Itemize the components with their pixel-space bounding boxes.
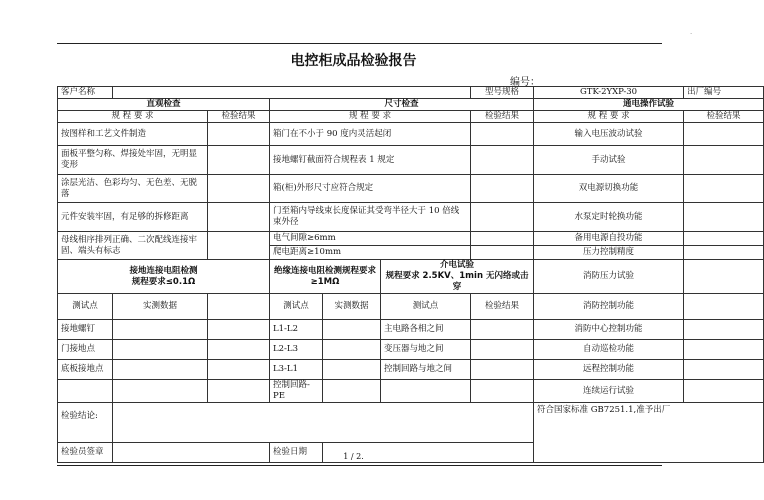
power-item: 输入电压波动试验 [534, 123, 684, 146]
inspector-label: 检验员签章 [58, 443, 113, 463]
size-item: 门至箱内导线束长度保证其受弯半径大于 10 倍线束外径 [270, 203, 471, 232]
insulation-point: L1-L2 [270, 320, 323, 340]
result-cell[interactable] [471, 246, 534, 260]
serial-number-label: 编号： [510, 77, 540, 88]
corner-mark: · [690, 30, 693, 38]
power-item: 连续运行试验 [534, 380, 684, 403]
power-item: 压力控制精度 [534, 246, 684, 260]
footer-rule [57, 465, 662, 466]
ground-point: 底板接地点 [58, 360, 113, 380]
result-cell[interactable] [684, 260, 764, 294]
power-section-title: 通电操作试验 [534, 99, 764, 111]
insulation-point: L2-L3 [270, 340, 323, 360]
conclusion-label: 检验结论: [58, 403, 113, 443]
table-row [58, 123, 764, 146]
table-row [58, 203, 764, 232]
result-cell[interactable] [208, 146, 270, 175]
measured-cell[interactable] [323, 380, 381, 403]
ground-test-title: 接地连接电阻检测 规程要求≤0.1Ω [58, 260, 270, 294]
factory-no-label: 出厂编号 [684, 87, 764, 99]
ground-point: 门接地点 [58, 340, 113, 360]
result-cell[interactable] [208, 232, 270, 260]
size-item: 箱门在不小于 90 度内灵活起闭 [270, 123, 471, 146]
ground-point: 接地螺钉 [58, 320, 113, 340]
result-cell[interactable] [471, 320, 534, 340]
result-cell[interactable] [684, 123, 764, 146]
size-result-header: 检验结果 [471, 111, 534, 123]
ground-measured-header: 实测数据 [113, 294, 208, 320]
result-cell[interactable] [684, 203, 764, 232]
insulation-measured-header: 实测数据 [323, 294, 381, 320]
result-cell[interactable] [684, 246, 764, 260]
inspection-date-label: 检验日期 [270, 443, 323, 463]
result-cell[interactable] [208, 175, 270, 203]
measured-cell[interactable] [323, 320, 381, 340]
section-header-row [58, 99, 764, 111]
measured-cell[interactable] [113, 340, 208, 360]
power-result-header: 检验结果 [684, 111, 764, 123]
dielectric-test-title: 介电试验 规程要求 2.5KV、1min 无闪络或击穿 [381, 260, 534, 294]
measured-cell[interactable] [323, 340, 381, 360]
visual-section-title: 直观检查 [58, 99, 270, 111]
conclusion-row [58, 403, 764, 443]
result-cell[interactable] [208, 203, 270, 232]
result-cell[interactable] [208, 123, 270, 146]
power-item: 消防中心控制功能 [534, 320, 684, 340]
insulation-point: L3-L1 [270, 360, 323, 380]
dielectric-result-header: 检验结果 [471, 294, 534, 320]
result-cell[interactable] [684, 175, 764, 203]
insulation-test-title: 绝缘连接电阻检测规程要求≥1MΩ [270, 260, 381, 294]
test-header-row [58, 260, 764, 294]
conclusion-field[interactable] [113, 403, 534, 443]
result-cell[interactable] [471, 175, 534, 203]
test-column-header-row [58, 294, 764, 320]
table-row [58, 360, 764, 380]
table-row [58, 146, 764, 175]
power-item: 消防压力试验 [534, 260, 684, 294]
result-cell[interactable] [471, 123, 534, 146]
table-row [58, 380, 764, 403]
power-item: 双电源切换功能 [534, 175, 684, 203]
result-cell[interactable] [684, 294, 764, 320]
size-item: 箱(柜)外形尺寸应符合规定 [270, 175, 471, 203]
dielectric-point-header: 测试点 [381, 294, 471, 320]
size-item: 爬电距离≥10mm [270, 246, 471, 260]
insulation-point-header: 测试点 [270, 294, 323, 320]
power-req-header: 规 程 要 求 [534, 111, 684, 123]
column-header-row [58, 111, 764, 123]
table-row [58, 232, 764, 246]
result-cell[interactable] [684, 232, 764, 246]
result-cell[interactable] [684, 146, 764, 175]
size-item: 接地螺钉截面符合规程表 1 规定 [270, 146, 471, 175]
insulation-point: 控制回路-PE [270, 380, 323, 403]
visual-req-header: 规 程 要 求 [58, 111, 208, 123]
inspection-table [57, 86, 764, 463]
power-item: 水泵定时轮换功能 [534, 203, 684, 232]
power-item: 备用电源自投功能 [534, 232, 684, 246]
dielectric-point: 主电路各相之间 [381, 320, 471, 340]
info-row [58, 87, 764, 99]
result-cell[interactable] [684, 360, 764, 380]
visual-item: 按图样和工艺文件制造 [58, 123, 208, 146]
visual-item: 元件安装牢固，有足够的拆修距离 [58, 203, 208, 232]
visual-item: 母线相序排列正确、二次配线连接牢固、端头有标志 [58, 232, 208, 260]
dielectric-point: 控制回路与地之间 [381, 360, 471, 380]
dielectric-point: 变压器与地之间 [381, 340, 471, 360]
result-cell[interactable] [684, 380, 764, 403]
size-req-header: 规 程 要 求 [270, 111, 471, 123]
result-cell[interactable] [471, 232, 534, 246]
page-number: 1 / 2. [343, 452, 364, 461]
result-cell[interactable] [684, 320, 764, 340]
result-cell[interactable] [684, 340, 764, 360]
model-value[interactable]: GTK-2YXP-30 [534, 87, 684, 99]
size-section-title: 尺寸检查 [270, 99, 534, 111]
ground-point-header: 测试点 [58, 294, 113, 320]
result-cell[interactable] [471, 146, 534, 175]
table-row [58, 340, 764, 360]
power-item: 远程控制功能 [534, 360, 684, 380]
visual-item: 涂层光洁、色彩均匀、无色差、无脱落 [58, 175, 208, 203]
power-item: 手动试验 [534, 146, 684, 175]
result-cell[interactable] [471, 203, 534, 232]
customer-value[interactable] [113, 87, 471, 99]
result-cell[interactable] [471, 360, 534, 380]
power-item: 自动巡检功能 [534, 340, 684, 360]
header-rule [57, 43, 662, 44]
power-item: 消防控制功能 [534, 294, 684, 320]
result-cell[interactable] [471, 340, 534, 360]
report-title: 电控柜成品检验报告 [290, 53, 417, 69]
measured-cell[interactable] [323, 360, 381, 380]
measured-cell[interactable] [113, 320, 208, 340]
measured-cell[interactable] [113, 360, 208, 380]
table-row [58, 175, 764, 203]
visual-result-header: 检验结果 [208, 111, 270, 123]
standard-note: 符合国家标准 GB7251.1,准予出厂 [534, 403, 764, 463]
customer-label: 客户名称 [58, 87, 113, 99]
size-item: 电气间隙≥6mm [270, 232, 471, 246]
table-row [58, 320, 764, 340]
model-label: 型号规格 [471, 87, 534, 99]
visual-item: 面板平整匀称、焊接处牢固，无明显变形 [58, 146, 208, 175]
